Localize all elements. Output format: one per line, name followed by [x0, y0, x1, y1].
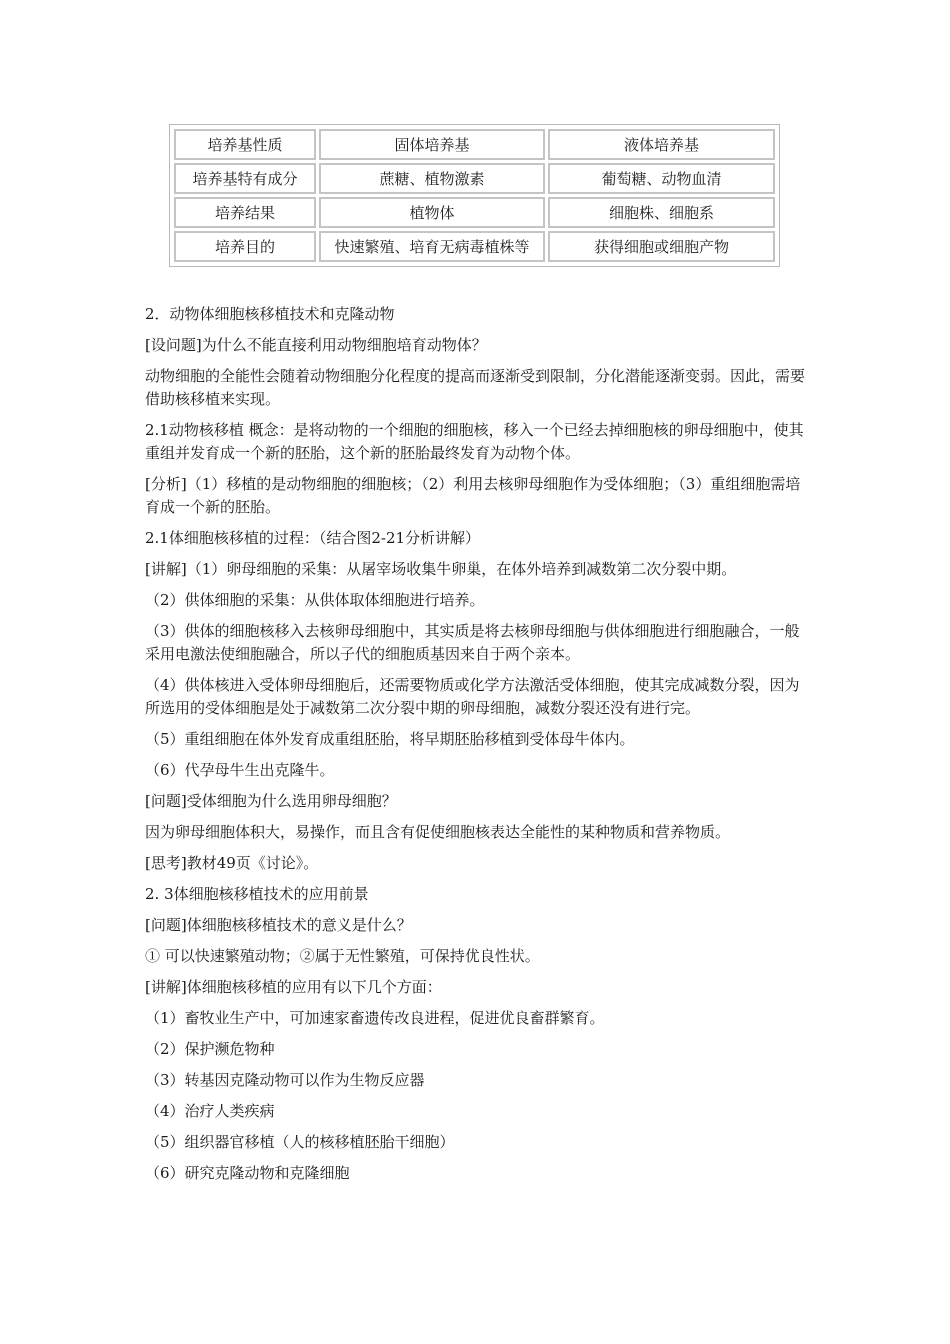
- table-row: [174, 231, 775, 262]
- body-text: [145, 303, 810, 1193]
- list-item: （5）组织器官移植（人的核移植胚胎干细胞）: [145, 1133, 455, 1151]
- table-cell: 获得细胞或细胞产物: [548, 231, 775, 262]
- list-item: （4）供体核进入受体卵母细胞后，还需要物质或化学方法激活受体细胞，使其完成减数分裂，因为所选用的受体细胞是处于减数第二次分裂中期的卵母细胞，减数分裂还没有进行完。: [145, 676, 800, 717]
- list-item: （4）治疗人类疾病: [145, 1102, 275, 1120]
- list-item: （3）转基因克隆动物可以作为生物反应器: [145, 1071, 425, 1089]
- table-cell: 培养结果: [174, 197, 316, 228]
- question-line: [问题]受体细胞为什么选用卵母细胞？: [145, 792, 397, 810]
- table-row: [174, 197, 775, 228]
- table-cell: 快速繁殖、培育无病毒植株等: [319, 231, 545, 262]
- table-cell: 植物体: [319, 197, 545, 228]
- list-item: （2）供体细胞的采集：从供体取体细胞进行培养。: [145, 591, 485, 609]
- paragraph: ① 可以快速繁殖动物；②属于无性繁殖，可保持优良性状。: [145, 947, 540, 965]
- section-heading: 2. 3体细胞核移植技术的应用前景: [145, 885, 369, 903]
- table-row: [174, 129, 775, 160]
- paragraph: 因为卵母细胞体积大，易操作，而且含有促使细胞核表达全能性的某种物质和营养物质。: [145, 823, 731, 841]
- paragraph: 动物细胞的全能性会随着动物细胞分化程度的提高而逐渐受到限制，分化潜能逐渐变弱。因此，需要借助核移植来实现。: [145, 367, 806, 408]
- table-cell: 培养基特有成分: [174, 163, 316, 194]
- list-item: （2）保护濒危物种: [145, 1040, 275, 1058]
- comparison-table: [169, 124, 780, 267]
- question-line: [设问题]为什么不能直接利用动物细胞培育动物体？: [145, 336, 487, 354]
- paragraph: [讲解]体细胞核移植的应用有以下几个方面：: [145, 978, 442, 996]
- paragraph: 2.1动物核移植 概念：是将动物的一个细胞的细胞核，移入一个已经去掉细胞核的卵母细胞中，使其重组并发育成一个新的胚胎，这个新的胚胎最终发育为动物个体。: [145, 421, 804, 462]
- table-cell: 葡萄糖、动物血清: [548, 163, 775, 194]
- section-heading: 2.1体细胞核移植的过程：（结合图2-21分析讲解）: [145, 529, 481, 547]
- question-line: [问题]体细胞核移植技术的意义是什么？: [145, 916, 412, 934]
- list-item: （3）供体的细胞核移入去核卵母细胞中，其实质是将去核卵母细胞与供体细胞进行细胞融合，一般采用电激法使细胞融合，所以子代的细胞质基因来自于两个亲本。: [145, 622, 800, 663]
- table-cell: 固体培养基: [319, 129, 545, 160]
- table-cell: 液体培养基: [548, 129, 775, 160]
- table-cell: 培养基性质: [174, 129, 316, 160]
- paragraph: [思考]教材49页《讨论》。: [145, 854, 319, 872]
- table-cell: 细胞株、细胞系: [548, 197, 775, 228]
- table-cell: 蔗糖、植物激素: [319, 163, 545, 194]
- list-item: （6）研究克隆动物和克隆细胞: [145, 1164, 350, 1182]
- list-item: （5）重组细胞在体外发育成重组胚胎，将早期胚胎移植到受体母牛体内。: [145, 730, 635, 748]
- paragraph: [讲解]（1）卵母细胞的采集：从屠宰场收集牛卵巢，在体外培养到减数第二次分裂中期。: [145, 560, 737, 578]
- section-heading: 2．动物体细胞核移植技术和克隆动物: [145, 305, 395, 323]
- list-item: （6）代孕母牛生出克隆牛。: [145, 761, 335, 779]
- table-row: [174, 163, 775, 194]
- table-cell: 培养目的: [174, 231, 316, 262]
- list-item: （1）畜牧业生产中，可加速家畜遗传改良进程，促进优良畜群繁育。: [145, 1009, 605, 1027]
- paragraph: [分析]（1）移植的是动物细胞的细胞核；（2）利用去核卵母细胞作为受体细胞；（3）重组细胞需培育成一个新的胚胎。: [145, 475, 801, 516]
